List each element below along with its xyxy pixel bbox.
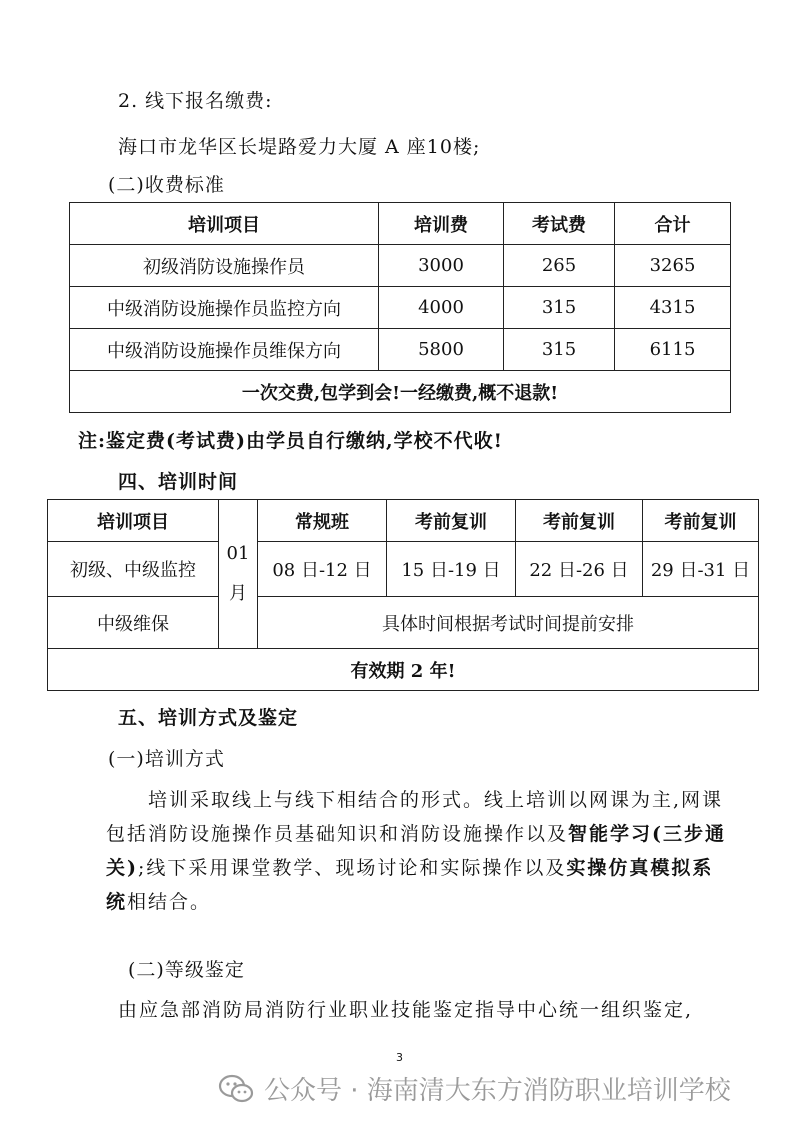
schedule-cell: 29 日-31 日 bbox=[643, 542, 759, 597]
fee-header-item: 培训项目 bbox=[70, 203, 379, 245]
address-text: 海口市龙华区长堤路爱力大厦 A 座10楼; bbox=[118, 136, 481, 158]
month-char: 月 bbox=[229, 583, 247, 604]
schedule-table bbox=[47, 499, 759, 691]
fee-header-total: 合计 bbox=[615, 203, 731, 245]
training-method-heading: (一)培训方式 bbox=[108, 748, 225, 770]
schedule-cell: 初级、中级监控 bbox=[48, 542, 219, 597]
fee-cell: 265 bbox=[504, 245, 615, 287]
fee-note: 注:鉴定费(考试费)由学员自行缴纳,学校不代收! bbox=[78, 430, 503, 452]
assessment-paragraph: 由应急部消防局消防行业职业技能鉴定指导中心统一组织鉴定, bbox=[118, 999, 694, 1021]
fee-cell: 3265 bbox=[615, 245, 731, 287]
table-row bbox=[48, 597, 759, 649]
table-row bbox=[70, 287, 731, 329]
schedule-cell: 具体时间根据考试时间提前安排 bbox=[258, 597, 759, 649]
fee-cell: 4315 bbox=[615, 287, 731, 329]
schedule-header-review-3: 考前复训 bbox=[643, 500, 759, 542]
fee-cell: 6115 bbox=[615, 329, 731, 371]
schedule-header-review-2: 考前复训 bbox=[516, 500, 643, 542]
schedule-heading: 四、培训时间 bbox=[118, 471, 239, 493]
table-row bbox=[48, 542, 759, 597]
schedule-table-footer: 有效期 2 年! bbox=[48, 649, 759, 691]
fee-cell: 4000 bbox=[379, 287, 504, 329]
schedule-cell: 15 日-19 日 bbox=[387, 542, 516, 597]
watermark bbox=[218, 1070, 731, 1107]
section5-heading: 五、培训方式及鉴定 bbox=[118, 707, 299, 729]
fee-header-training: 培训费 bbox=[379, 203, 504, 245]
schedule-header-regular: 常规班 bbox=[258, 500, 387, 542]
schedule-header-item: 培训项目 bbox=[48, 500, 219, 542]
schedule-cell: 08 日-12 日 bbox=[258, 542, 387, 597]
fee-cell: 中级消防设施操作员监控方向 bbox=[70, 287, 379, 329]
watermark-text: 公众号 · 海南清大东方消防职业培训学校 bbox=[264, 1076, 731, 1106]
smart-learning-text: 智能学习(三步通关) bbox=[106, 823, 727, 879]
month-cell bbox=[219, 500, 258, 649]
grade-assessment-heading: (二)等级鉴定 bbox=[128, 959, 245, 981]
fee-cell: 5800 bbox=[379, 329, 504, 371]
fee-header-exam: 考试费 bbox=[504, 203, 615, 245]
paragraph-text: 培训采取线上与线下相结合的形式。线上培训以网课为主,网课包括消防设施操作员基础知识和消防设施操作以及 bbox=[106, 789, 724, 845]
table-row bbox=[70, 245, 731, 287]
fee-cell: 初级消防设施操作员 bbox=[70, 245, 379, 287]
wechat-icon bbox=[218, 1074, 254, 1104]
fee-table bbox=[69, 202, 731, 413]
page-number: 3 bbox=[396, 1051, 403, 1064]
fee-cell: 315 bbox=[504, 287, 615, 329]
fee-standard-heading: (二)收费标准 bbox=[108, 174, 225, 196]
table-row bbox=[70, 329, 731, 371]
training-method-paragraph bbox=[106, 783, 726, 919]
fee-cell: 中级消防设施操作员维保方向 bbox=[70, 329, 379, 371]
paragraph-text: 相结合。 bbox=[127, 891, 212, 913]
schedule-cell: 22 日-26 日 bbox=[516, 542, 643, 597]
fee-cell: 315 bbox=[504, 329, 615, 371]
month-number: 01 bbox=[226, 543, 250, 564]
paragraph-text: ;线下采用课堂教学、现场讨论和实际操作以及 bbox=[138, 857, 567, 879]
schedule-cell: 中级维保 bbox=[48, 597, 219, 649]
fee-table-footer: 一次交费,包学到会!一经缴费,概不退款! bbox=[70, 371, 731, 413]
offline-registration-heading: 2. 线下报名缴费: bbox=[118, 90, 273, 112]
schedule-header-review-1: 考前复训 bbox=[387, 500, 516, 542]
fee-cell: 3000 bbox=[379, 245, 504, 287]
simulation-system-text: 实操仿真模拟系统 bbox=[106, 857, 714, 913]
